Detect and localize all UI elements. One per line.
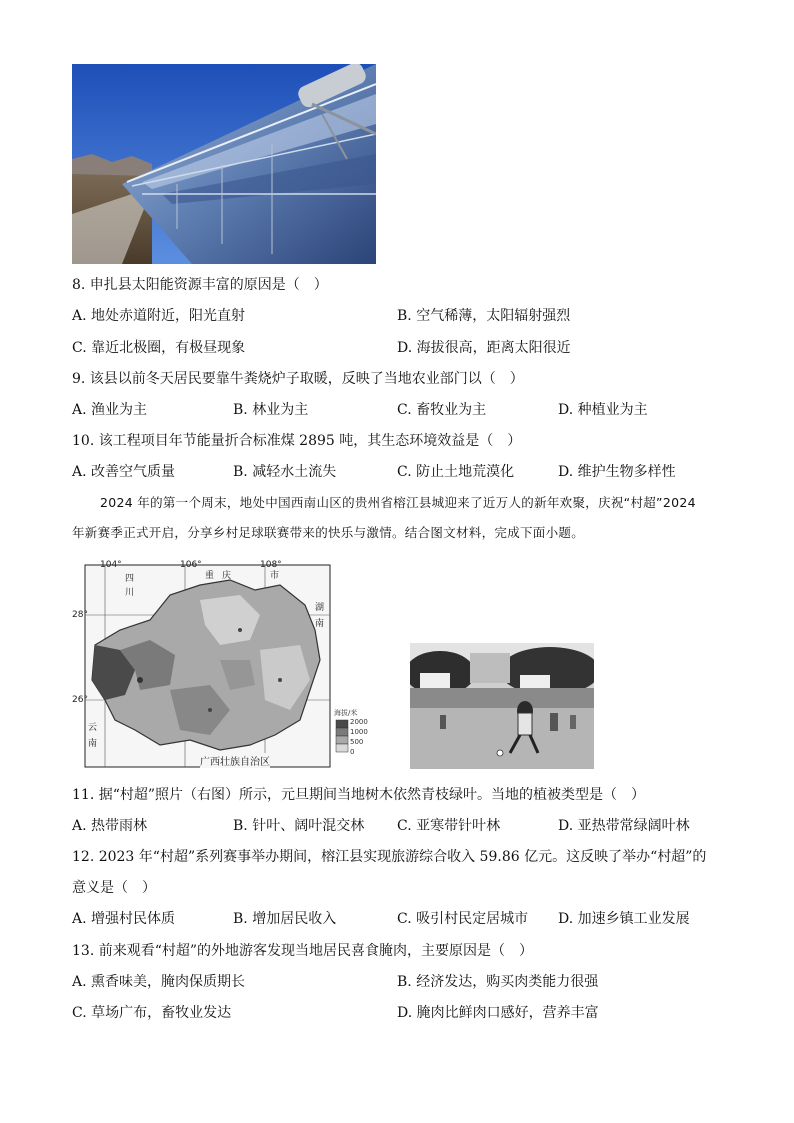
question-13-option-d[interactable]: D. 腌肉比鲜肉口感好，营养丰富 — [397, 1005, 599, 1021]
question-10-option-b[interactable]: B. 减轻水土流失 — [233, 464, 337, 480]
solar-photo-svg — [72, 64, 376, 264]
question-13-option-a[interactable]: A. 熏香味美，腌肉保质期长 — [72, 974, 246, 990]
question-9-option-c[interactable]: C. 畜牧业为主 — [397, 402, 487, 418]
question-13-stem: 13. 前来观看“村超”的外地游客发现当地居民喜食腌肉，主要原因是（ ） — [72, 943, 534, 959]
question-10-stem: 10. 该工程项目年节能量折合标准煤 2895 吨，其生态环境效益是（ ） — [72, 433, 522, 449]
question-9-option-b[interactable]: B. 林业为主 — [233, 402, 309, 418]
question-10-option-c[interactable]: C. 防止土地荒漠化 — [397, 464, 515, 480]
question-11-option-c[interactable]: C. 亚寒带针叶林 — [397, 818, 501, 834]
map-label-lon106: 106° — [180, 560, 202, 570]
map-label-lon108: 108° — [260, 560, 282, 570]
question-9-option-d[interactable]: D. 种植业为主 — [558, 402, 648, 418]
map-label-lat28: 28° — [72, 610, 88, 620]
question-8-stem: 8. 申扎县太阳能资源丰富的原因是（ ） — [72, 277, 328, 293]
question-9-option-a[interactable]: A. 渔业为主 — [72, 402, 148, 418]
map-label-sichuan: 四川 — [125, 574, 135, 598]
map-label-guangxi: 广西壮族自治区 — [200, 753, 270, 768]
question-13-option-b[interactable]: B. 经济发达，购买肉类能力很强 — [397, 974, 599, 990]
map-label-hunan: 湖南 — [315, 603, 325, 629]
question-8-option-b[interactable]: B. 空气稀薄，太阳辐射强烈 — [397, 308, 571, 324]
question-10-option-a[interactable]: A. 改善空气质量 — [72, 464, 176, 480]
passage-line-2: 年新赛季正式开启，分享乡村足球联赛带来的快乐与激情。结合图文材料，完成下面小题。 — [72, 525, 585, 540]
map-label-chongqing: 重庆 — [205, 571, 240, 581]
question-10-option-d[interactable]: D. 维护生物多样性 — [558, 464, 676, 480]
map-label-yunnan: 云南 — [88, 723, 98, 749]
question-12-stem-line-2: 意义是（ ） — [72, 880, 156, 896]
guizhou-elevation-map — [72, 560, 380, 772]
question-11-option-a[interactable]: A. 热带雨林 — [72, 818, 148, 834]
map-label-lon104: 104° — [100, 560, 122, 570]
question-8-option-a[interactable]: A. 地处赤道附近，阳光直射 — [72, 308, 246, 324]
map-label-shi: 市 — [270, 571, 280, 581]
map-legend-2000: 2000 — [350, 718, 368, 726]
question-11-stem: 11. 据“村超”照片（右图）所示，元旦期间当地树木依然青枝绿叶。当地的植被类型是（ ） — [72, 787, 646, 803]
passage-line-1: 2024 年的第一个周末，地处中国西南山区的贵州省榕江县城迎来了近万人的新年欢聚，庆祝“村超”2024 — [100, 495, 696, 510]
question-9-stem: 9. 该县以前冬天居民要靠牛粪烧炉子取暖，反映了当地农业部门以（ ） — [72, 371, 524, 387]
map-legend-1000: 1000 — [350, 728, 368, 736]
question-13-option-c[interactable]: C. 草场广布，畜牧业发达 — [72, 1005, 232, 1021]
village-football-photo — [410, 643, 594, 769]
question-12-option-a[interactable]: A. 增强村民体质 — [72, 911, 176, 927]
question-12-stem-line-1: 12. 2023 年“村超”系列赛事举办期间，榕江县实现旅游综合收入 59.86 亿元。这反映了举办“村超”的 — [72, 849, 707, 865]
football-photo-svg — [410, 643, 594, 769]
question-8-option-d[interactable]: D. 海拔很高，距离太阳很近 — [397, 340, 571, 356]
question-12-option-b[interactable]: B. 增加居民收入 — [233, 911, 337, 927]
map-label-lat26: 26° — [72, 695, 88, 705]
map-legend-500: 500 — [350, 738, 364, 746]
passage — [72, 492, 727, 544]
question-11-option-b[interactable]: B. 针叶、阔叶混交林 — [233, 818, 365, 834]
solar-collector-photo — [72, 64, 376, 264]
question-11-option-d[interactable]: D. 亚热带常绿阔叶林 — [558, 818, 690, 834]
question-8-option-c[interactable]: C. 靠近北极圈，有极昼现象 — [72, 340, 246, 356]
map-legend-0: 0 — [350, 748, 355, 756]
question-12-option-c[interactable]: C. 吸引村民定居城市 — [397, 911, 529, 927]
map-legend-title: 海拔/米 — [334, 709, 358, 717]
question-12-option-d[interactable]: D. 加速乡镇工业发展 — [558, 911, 690, 927]
